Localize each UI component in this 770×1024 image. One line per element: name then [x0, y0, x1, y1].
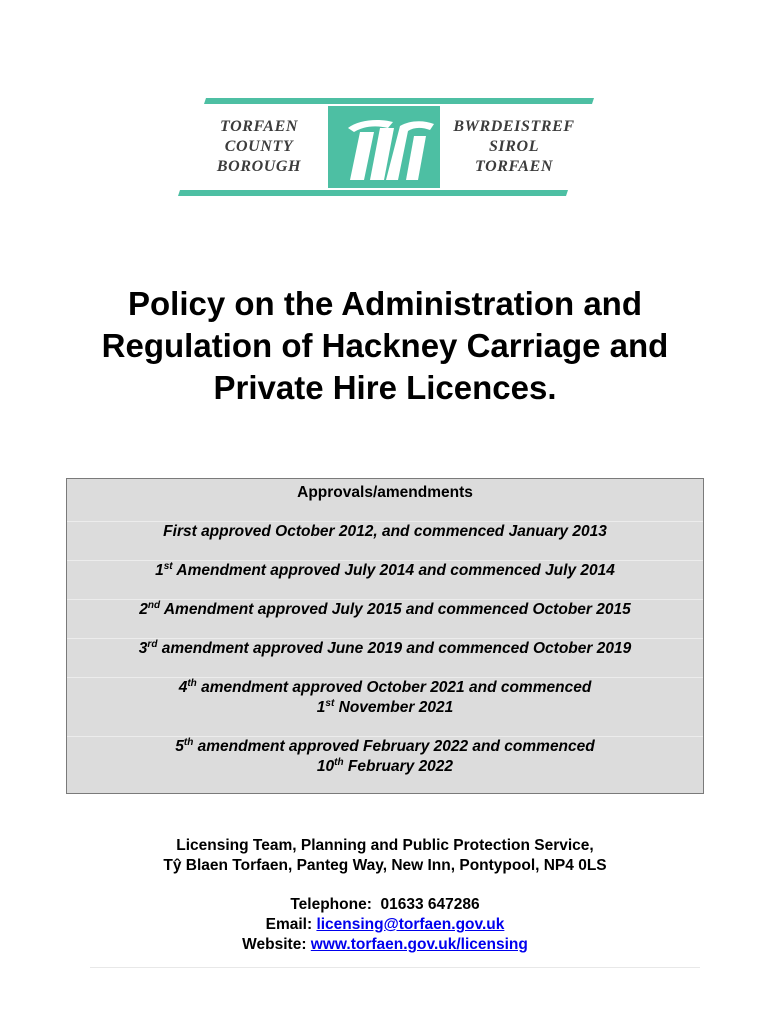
ordinal-suffix: nd — [147, 599, 161, 611]
ordinal-suffix: st — [163, 560, 173, 572]
address-line: Licensing Team, Planning and Public Protection Service, — [176, 837, 594, 854]
document-title — [40, 283, 730, 409]
amendment-line — [67, 698, 703, 718]
amendment-number: 4 — [178, 679, 188, 696]
amendment-date-text: November 2021 — [334, 699, 454, 716]
website-line — [0, 935, 770, 955]
website-label: Website: — [242, 936, 307, 953]
ordinal-suffix: rd — [147, 638, 158, 650]
amendment-5 — [67, 736, 703, 777]
logo-text-welsh — [438, 117, 590, 177]
logo-en-line: BOROUGH — [216, 158, 302, 175]
approvals-heading: Approvals/amendments — [297, 484, 473, 501]
ordinal-suffix: st — [325, 697, 335, 709]
logo-en-line: COUNTY — [224, 138, 294, 155]
approval-first: First approved October 2012, and commenced January 2013 — [67, 521, 703, 542]
amendment-number: 1 — [155, 562, 164, 579]
amendment-line — [67, 757, 703, 777]
amendment-text: Amendment approved July 2014 and commenced July 2014 — [172, 562, 615, 579]
logo-cy-line: BWRDEISTREF — [453, 118, 575, 135]
amendment-line — [67, 678, 703, 698]
title-line: Policy on the Administration and — [128, 285, 642, 322]
amendment-1 — [67, 560, 703, 581]
telephone-line — [0, 895, 770, 915]
amendment-number: 2 — [139, 601, 148, 618]
logo-cy-line: TORFAEN — [474, 158, 553, 175]
ordinal-suffix: th — [183, 736, 194, 748]
address-line: Tŷ Blaen Torfaen, Panteg Way, New Inn, Pontypool, NP4 0LS — [163, 857, 607, 874]
email-link[interactable]: licensing@torfaen.gov.uk — [316, 916, 505, 933]
contact-details — [0, 895, 770, 955]
email-line — [0, 915, 770, 935]
ordinal-suffix: th — [334, 756, 344, 768]
ordinal-suffix: th — [187, 677, 197, 689]
title-line: Regulation of Hackney Carriage and — [101, 327, 669, 364]
amendment-number: 3 — [138, 640, 148, 657]
amendment-4 — [67, 677, 703, 718]
amendment-text: amendment approved June 2019 and commenced October 2019 — [157, 640, 632, 657]
contact-address — [0, 836, 770, 876]
amendment-date-text: February 2022 — [343, 758, 454, 775]
amendment-3 — [67, 638, 703, 659]
title-line: Private Hire Licences. — [213, 369, 557, 406]
logo-en-line: TORFAEN — [219, 118, 298, 135]
amendment-2 — [67, 599, 703, 620]
telephone-number: 01633 647286 — [380, 896, 480, 913]
logo-text-english — [194, 117, 324, 177]
bottom-divider — [90, 967, 700, 968]
amendment-number: 5 — [175, 738, 184, 755]
amendment-text: amendment approved October 2021 and commenced — [196, 679, 592, 696]
amendment-date-number: 10 — [316, 758, 335, 775]
amendment-line — [67, 737, 703, 757]
amendment-text: amendment approved February 2022 and commenced — [193, 738, 595, 755]
website-link[interactable]: www.torfaen.gov.uk/licensing — [310, 936, 528, 953]
amendment-date-number: 1 — [316, 699, 326, 716]
approvals-box — [66, 478, 704, 794]
logo-cy-line: SIROL — [488, 138, 540, 155]
email-label: Email: — [265, 916, 313, 933]
telephone-label: Telephone: — [290, 896, 372, 913]
amendment-text: Amendment approved July 2015 and commenced October 2015 — [160, 601, 631, 618]
